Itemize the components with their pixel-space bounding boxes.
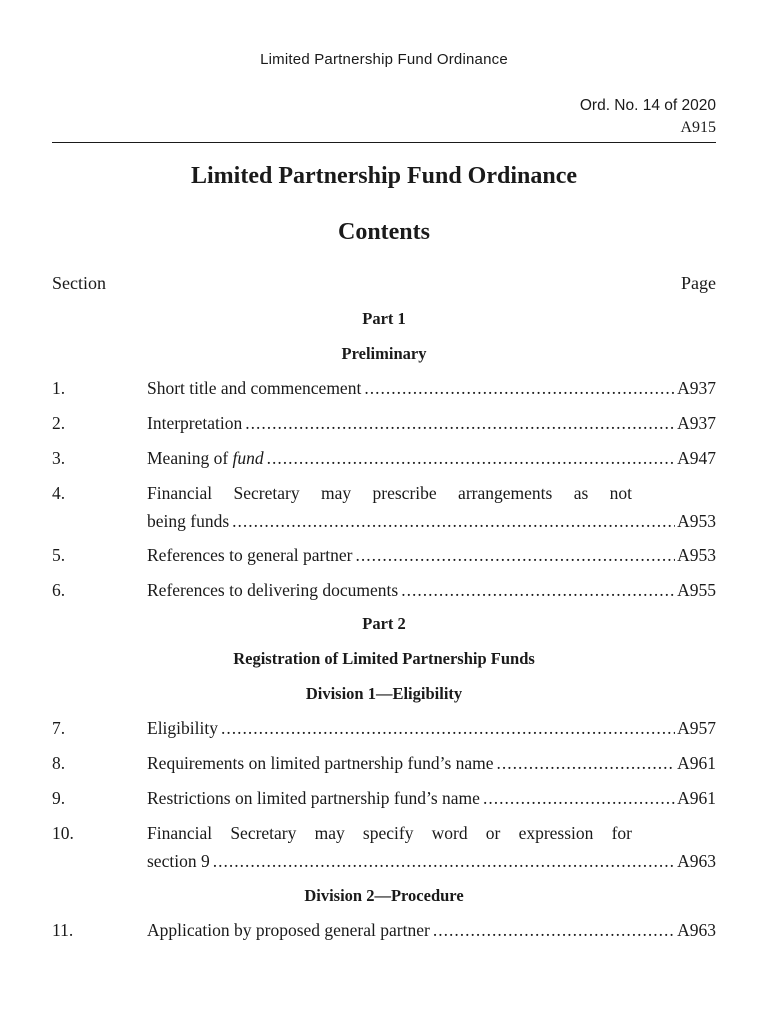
- section-number: 5.: [52, 545, 66, 565]
- division-2-heading: Division 2—Procedure: [304, 886, 464, 905]
- section-number: 3.: [52, 448, 66, 468]
- section-page: A963: [677, 851, 716, 871]
- dot-leader: [213, 847, 675, 875]
- section-title: References to general partner: [147, 545, 353, 565]
- section-page: A937: [677, 413, 716, 433]
- section-page: A961: [677, 753, 716, 773]
- division-1-heading: Division 1—Eligibility: [305, 684, 463, 703]
- section-number: 1.: [52, 378, 66, 398]
- part-1-heading: Preliminary: [341, 344, 427, 363]
- section-title-line-1: Financial Secretary may prescribe arrangements as not: [147, 483, 633, 503]
- document-title: Limited Partnership Fund Ordinance: [190, 163, 578, 189]
- dot-leader: [356, 541, 676, 569]
- section-page: A953: [677, 545, 716, 565]
- header-rule: [52, 142, 716, 143]
- section-title: Restrictions on limited partnership fund’s name: [147, 788, 480, 808]
- page-column-label: Page: [681, 273, 716, 293]
- part-1-label: Part 1: [362, 309, 406, 328]
- dot-leader: [483, 784, 675, 812]
- section-page: A937: [677, 378, 716, 398]
- section-column-label: Section: [52, 273, 106, 293]
- part-2-label: Part 2: [362, 614, 406, 633]
- dot-leader: [221, 714, 675, 742]
- section-title-italic-term: fund: [232, 448, 264, 468]
- section-page: A957: [677, 718, 716, 738]
- dot-leader: [433, 916, 675, 944]
- section-page: A955: [677, 580, 716, 600]
- dot-leader: [245, 409, 675, 437]
- section-title: Interpretation: [147, 413, 243, 433]
- dot-leader: [232, 507, 675, 535]
- section-number: 11.: [52, 920, 74, 940]
- dot-leader: [267, 444, 675, 472]
- section-title: Eligibility: [147, 718, 218, 738]
- section-title-prefix: Meaning of: [147, 448, 233, 468]
- dot-leader: [401, 576, 675, 604]
- section-page: A961: [677, 788, 716, 808]
- section-number: 8.: [52, 753, 66, 773]
- page-number: A915: [680, 119, 716, 136]
- dot-leader: [497, 749, 676, 777]
- running-head: Limited Partnership Fund Ordinance: [260, 51, 508, 68]
- section-title: section 9: [147, 851, 210, 871]
- section-title: References to delivering documents: [147, 580, 399, 600]
- section-number: 10.: [52, 823, 74, 843]
- section-title: Requirements on limited partnership fund’s name: [147, 753, 494, 773]
- section-number: 7.: [52, 718, 66, 738]
- section-number: 9.: [52, 788, 66, 808]
- section-page: A963: [677, 920, 716, 940]
- section-title-line-1: Financial Secretary may specify word or expression for: [147, 823, 633, 843]
- section-number: 4.: [52, 483, 66, 503]
- contents-heading: Contents: [337, 219, 430, 245]
- dot-leader: [364, 374, 675, 402]
- section-title: [147, 444, 264, 472]
- section-page: A947: [677, 448, 716, 468]
- section-title: Short title and commencement: [147, 378, 362, 398]
- ordinance-number: Ord. No. 14 of 2020: [579, 97, 716, 114]
- part-2-heading: Registration of Limited Partnership Funds: [233, 649, 535, 668]
- section-number: 6.: [52, 580, 66, 600]
- section-page: A953: [677, 511, 716, 531]
- section-title: Application by proposed general partner: [147, 920, 430, 940]
- section-title: being funds: [147, 511, 230, 531]
- section-number: 2.: [52, 413, 66, 433]
